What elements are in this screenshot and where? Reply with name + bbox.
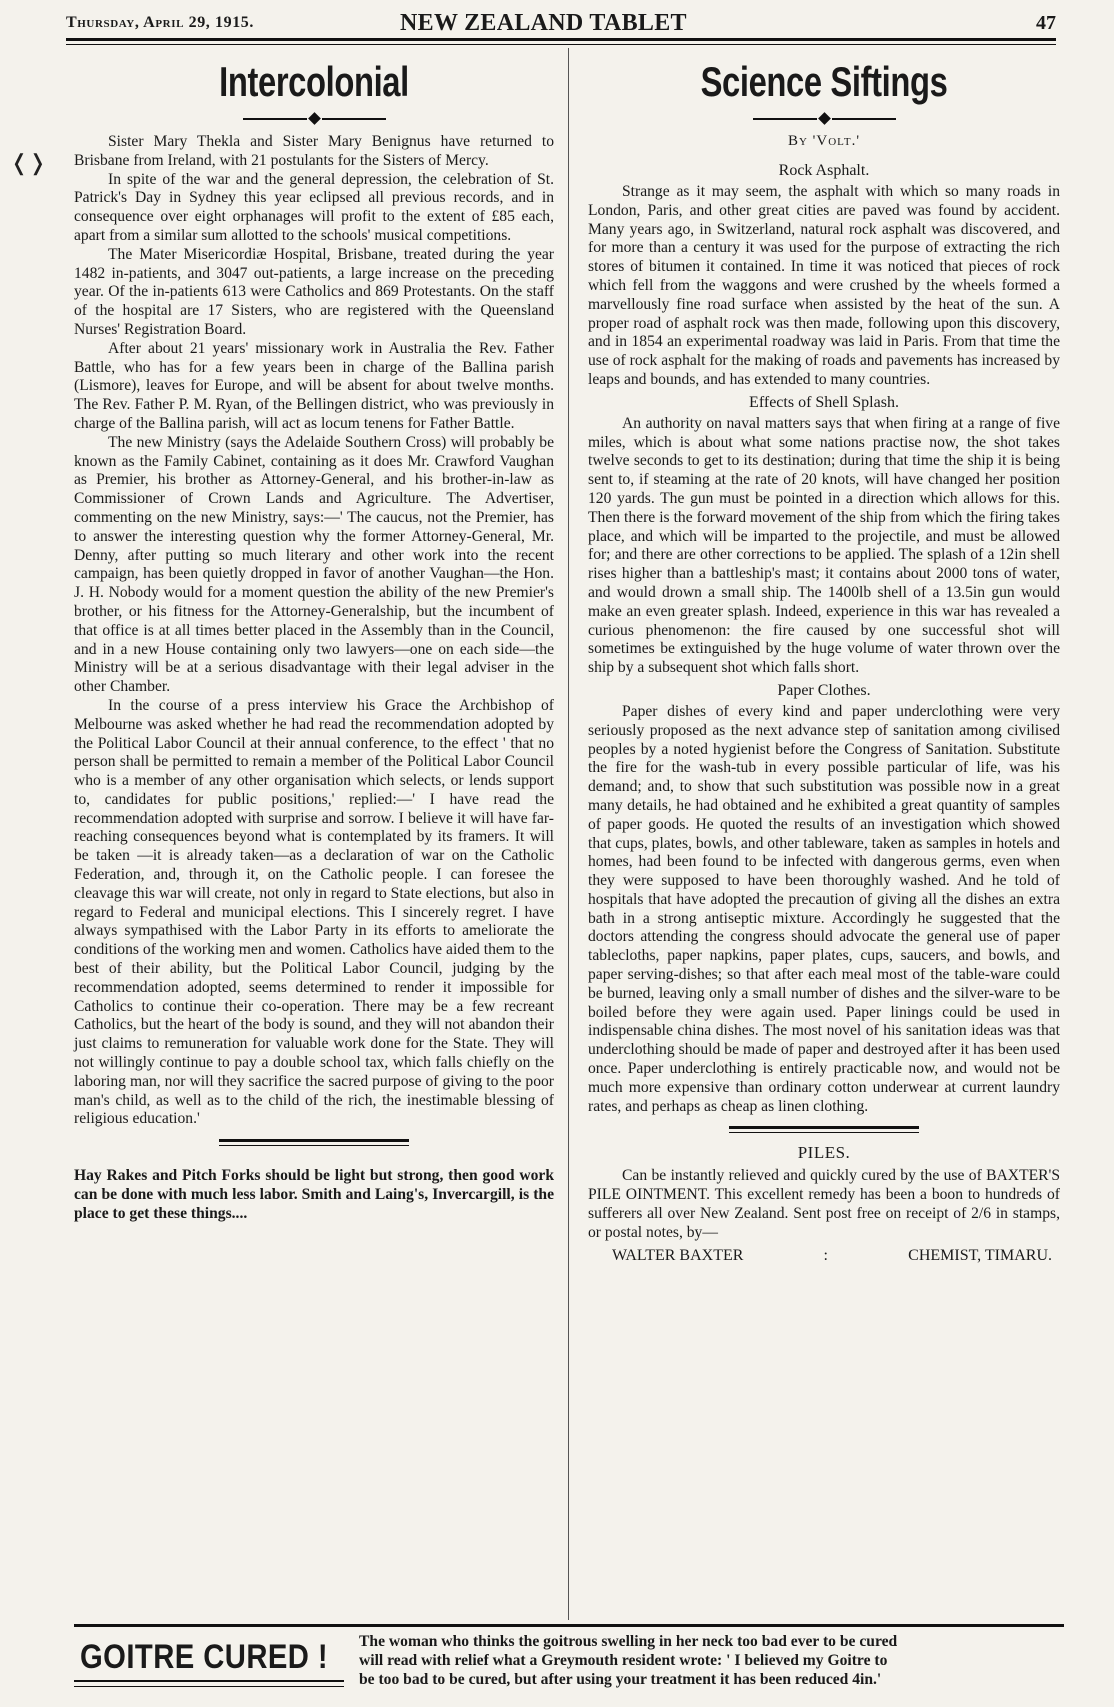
intercolonial-title: Intercolonial (219, 58, 409, 105)
piles-signature (588, 1247, 1060, 1265)
paragraph: In spite of the war and the general depression, the celebration of St. Patrick's Day in Sydney this year eclipsed all previous records, and in consequence over eight orphanages will profit to the extent of £85 each, apart from a similar sum allotted to the schools' musical competitions. (74, 170, 554, 244)
margin-mark: ❬❭ (10, 150, 47, 175)
signature-name: WALTER BAXTER (612, 1246, 744, 1264)
piles-advert-body: Can be instantly relieved and quickly cured by the use of BAXTER'S PILE OINTMENT. This excellent remedy has been a boon to hundreds of sufferers all over New Zealand. Sent post free on receipt of 2/6 in stamps, or postal notes, by— (588, 1167, 1060, 1241)
paragraph: Strange as it may seem, the asphalt with which so many roads in London, Paris, and other great cities are paved was found by accident. Many years ago, in Switzerland, natural rock asphalt was discovered, and for more than a century it was used for the purpose of extracting the rich stores of bitumen it contained. In time it was noticed that pieces of rock which fell from the waggons and were crushed by the wheels formed a marvellously fine road surface when assisted by the heat of the sun. A proper road of asphalt rock was then made, following upon this discovery, and in 1854 an experimental roadway was laid in Paris. From that time the use of rock asphalt for the making of roads and pavements has increased by leaps and bounds, and has extended to many countries. (588, 183, 1060, 388)
paragraph: The Mater Misericordiæ Hospital, Brisbane, treated during the year 1482 in-patients, and 3047 out-patients, a large increase on the preceding year. Of the in-patients 613 were Catholics and 869 Protestants. On the staff of the hospital are 17 Sisters, who are registered with the Queensland Nurses' Registration Board. (74, 245, 554, 338)
title-ornament (74, 114, 554, 123)
goitre-line: will read with relief what a Greymouth resident wrote: ' I believed my Goitre to (359, 1652, 888, 1669)
header-rule (66, 38, 1056, 45)
issue-date: Thursday, April 29, 1915. (66, 14, 255, 31)
banner-rule-top (74, 1624, 1064, 1627)
page-number: 47 (1036, 12, 1056, 34)
banner-rule-low (74, 1680, 344, 1682)
paragraph: In the course of a press interview his Grace the Archbishop of Melbourne was asked whether he had read the recommendation adopted by the Political Labor Council at their annual conference, to the effect ' that no person shall be permitted to remain a member of the Political Labor Council who is a member of any other organisation which selects, or lends support to, candidates for public positions,' replied:—' I have read the recommendation adopted with surprise and sorrow. I believe it will have far-reaching consequences beyond what is contemplated by its framers. It will be taken —it is already taken—as a declaration of war on the Catholic Federation, and, through it, on the Catholic people. I can foresee the cleavage this war will create, not only in regard to State elections, but also in regard to Federal and municipal elections. This I sincerely regret. I have always sympathised with the Labor Party in its efforts to ameliorate the conditions of the working men and women. Catholics have aided them to the best of their ability, but the Political Labor Council, judging by the recommendation adopted, seems determined to render it impossible for Catholics to continue their co-operation. There may be a few recreant Catholics, but the heart of the body is sound, and they will not abandon their just claims to remuneration for valuable work done for the State. They will not willingly continue to pay a double school tax, which falls chiefly on the laboring man, nor will they sacrifice the sacred purpose of giving to the poor man's child, as well as to the child of the rich, the inestimable blessing of religious education.' (74, 696, 554, 1128)
goitre-line: be too bad to be cured, but after using your treatment it has been reduced 4in.' (359, 1671, 882, 1688)
paragraph: Sister Mary Thekla and Sister Mary Benignus have returned to Brisbane from Ireland, with 21 postulants for the Sisters of Mercy. (74, 133, 554, 169)
signature-place: CHEMIST, TIMARU. (908, 1246, 1052, 1264)
hay-rakes-advert: Hay Rakes and Pitch Forks should be light but strong, then good work can be done with much less labor. Smith and Laing's, Invercargill, is the place to get these things.... (74, 1167, 554, 1223)
subheading: Effects of Shell Splash. (749, 393, 899, 411)
subheading: Paper Clothes. (777, 681, 871, 699)
paragraph: After about 21 years' missionary work in Australia the Rev. Father Battle, who has for a few years been in charge of the Ballina parish (Lismore), leaves for Europe, and will be absent for about twelve months. The Rev. Father P. M. Ryan, of the Bellingen district, who was previously in charge of the Ballina parish, will act as locum tenens for Father Battle. (74, 339, 554, 432)
publication-name: NEW ZEALAND TABLET (400, 10, 687, 36)
title-ornament (588, 114, 1060, 123)
section-divider (729, 1126, 919, 1133)
paragraph: The new Ministry (says the Adelaide Southern Cross) will probably be known as the Family Cabinet, containing as it does Mr. Crawford Vaughan as Premier, his brother as Attorney-General, and his brother-in-law as Commissioner of Crown Lands and Agriculture. The Advertiser, commenting on the new Ministry, says:—' The caucus, not the Premier, has to answer the interesting question why the former Attorney-General, Mr. Denny, after putting so much literary and other work into the recent campaign, has been quietly dropped in favor of another Vaughan—the Hon. J. H. Nobody would for a moment question the ability of the new Premier's brother, or his fitness for the Attorney-Generalship, but the incumbent of that office is at all times better placed in the Assembly than in the Council, and in a new House containing only two lawyers—one on each side—the Ministry will be at a serious disadvantage with their legal adviser in the other Chamber. (74, 433, 554, 696)
paragraph: Paper dishes of every kind and paper underclothing were very seriously proposed as the next advance step of sanitation among civilised peoples by a noted hygienist before the Congress of Sanitation. Substitute the fire for the wash-tub in every possible particular of life, was his demand; and, to show that such substitution was possible now in a great many details, he had obtained and he exhibited a great quantity of samples of paper goods. He quoted the results of an investigation which showed that cups, plates, bowls, and other tableware, taken as samples in hotels and homes, had been found to be infected with dangerous germs, even when they were supposed to have been thoroughly washed. And he told of hospitals that have adopted the precaution of giving all the dishes an extra bath in a strong antiseptic mixture. Accordingly he suggested that the doctors attending the congress should advocate the general use of paper tablecloths, paper napkins, paper plates, cups, saucers, and bowls, and paper serving-dishes; so that after each meal most of the table-ware could be burned, leaving only a small number of dishes and the silver-ware to be boiled before they were again used. Paper linings could be used in indispensable china dishes. The most novel of his sanitation ideas was that underclothing should be made of paper and destroyed after it has been used once. Paper underclothing is entirely practicable now, and would not be much more expensive than ordinary cotton underwear at current laundry rates, and perhaps as cheap as linen clothing. (588, 702, 1061, 1115)
piles-heading: PILES. (797, 1143, 851, 1163)
goitre-line: The woman who thinks the goitrous swelling in her neck too bad ever to be cured (359, 1633, 898, 1650)
goitre-body (359, 1632, 1059, 1689)
banner-rule-low (74, 1686, 344, 1687)
paragraph: An authority on naval matters says that when firing at a range of five miles, which is about what some nations practise now, the shot takes twelve seconds to get to its destination; during that time the ship it is being sent to, if steaming at the rate of 20 knots, will have changed her position 120 yards. The gun must be pointed in a direction which allows for this. Then there is the forward movement of the ship from which the firing takes place, and which will be imparted to the projectile, and must be allowed for; and there are other corrections to be applied. The splash of a 12in shell rises higher than a battleship's mast; it contains about 2000 tons of water, and would drown a small ship. The 1400lb shell of a 13.5in gun would make an even greater splash. Indeed, experience in this war has revealed a curious phenomenon: the fire caused by one successful shot will sometimes be extinguished by the huge volume of water thrown over the ship by a subsequent shot which falls short. (588, 414, 1060, 677)
subheading: Rock Asphalt. (778, 162, 870, 179)
column-divider (568, 48, 569, 1620)
byline: By 'Volt.' (787, 133, 861, 149)
goitre-banner (74, 1624, 1064, 1702)
science-siftings-title: Science Siftings (700, 58, 948, 105)
signature-separator: : (823, 1246, 828, 1264)
section-divider (219, 1139, 409, 1146)
science-siftings-column (588, 48, 1060, 1265)
intercolonial-column (74, 48, 554, 1223)
running-head (66, 10, 1056, 36)
goitre-headline: GOITRE CURED ! (80, 1638, 329, 1676)
